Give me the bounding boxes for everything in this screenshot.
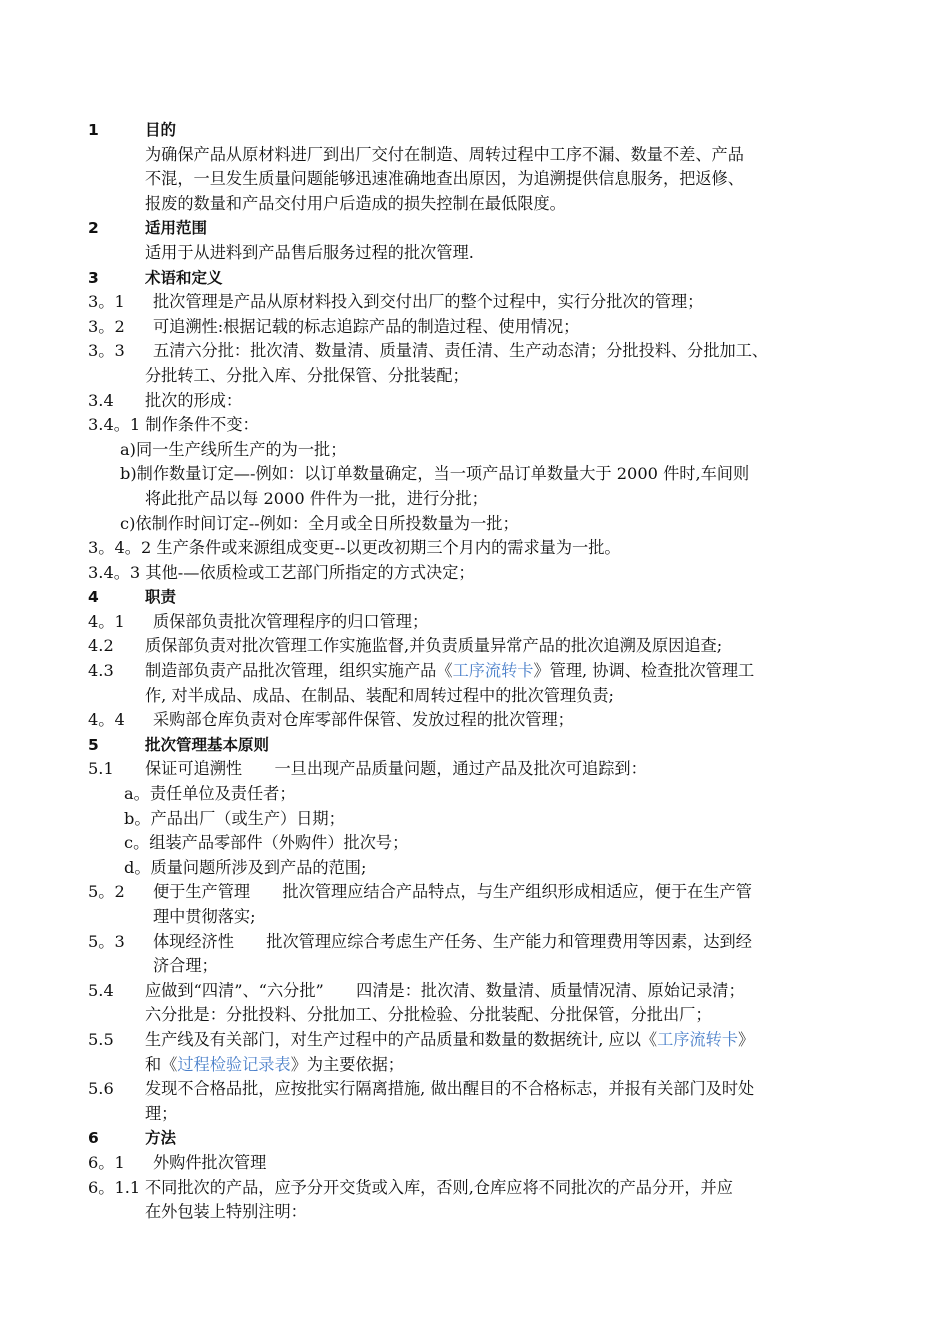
section-title: 职责 xyxy=(145,588,177,607)
item-text: 制造部负责产品批次管理，组织实施产品《工序流转卡》管理, 协调、检查批次管理工 xyxy=(145,661,755,681)
section-number: 4 xyxy=(88,588,99,607)
list-item: 将此批产品以每 2000 件件为一批，进行分批； xyxy=(145,488,488,508)
list-item: b)制作数量订定—-例如：以订单数量确定，当一项产品订单数量大于 2000 件时,车间则 xyxy=(120,464,750,484)
item-number: 5。2 xyxy=(88,882,125,902)
section-number: 1 xyxy=(88,121,99,139)
section-number: 2 xyxy=(88,219,99,238)
item-number: 4.3 xyxy=(88,661,114,681)
section-heading xyxy=(0,118,950,143)
item-number: 5.4 xyxy=(88,980,114,1000)
section-number: 3 xyxy=(88,268,99,287)
item-number: 3。3 xyxy=(88,341,125,361)
list-item: c)依制作时间订定--例如：全月或全日所投数量为一批； xyxy=(120,513,519,533)
item-text: 济合理； xyxy=(153,956,218,976)
section-heading xyxy=(0,266,950,291)
item-number: 6。1.1 xyxy=(88,1177,141,1197)
process-card-link[interactable]: 工序流转卡 xyxy=(452,661,534,681)
item-number: 6。1 xyxy=(88,1152,125,1172)
list-item: a)同一生产线所生产的为一批； xyxy=(120,439,347,459)
section-heading xyxy=(0,733,950,758)
item-text: 3。4。2 生产条件或来源组成变更--以更改初期三个月内的需求量为一批。 xyxy=(88,538,621,558)
item-number: 3。1 xyxy=(88,292,125,312)
item-text: 在外包装上特别注明： xyxy=(145,1202,307,1222)
item-number: 5.5 xyxy=(88,1029,114,1049)
section-number: 6 xyxy=(88,1129,99,1148)
paragraph-line: 报废的数量和产品交付用户后造成的损失控制在最低限度。 xyxy=(145,193,566,213)
inspection-record-link[interactable]: 过程检验记录表 xyxy=(177,1054,291,1074)
document-page xyxy=(0,118,950,1225)
item-number: 5.6 xyxy=(88,1079,114,1099)
paragraph-line: 适用于从进料到产品售后服务过程的批次管理. xyxy=(145,242,474,262)
item-text: 理； xyxy=(145,1103,178,1123)
item-text: 便于生产管理 批次管理应结合产品特点，与生产组织形成相适应，便于在生产管 xyxy=(153,882,752,902)
item-text: 分批转工、分批入库、分批保管、分批装配； xyxy=(145,365,469,385)
list-item: b。产品出厂（或生产）日期； xyxy=(124,808,345,828)
item-number: 4.2 xyxy=(88,636,114,656)
section-heading xyxy=(0,585,950,610)
item-number: 3.4 xyxy=(88,390,114,410)
item-text: 不同批次的产品，应予分开交货或入库，否则,仓库应将不同批次的产品分开，并应 xyxy=(145,1177,733,1197)
list-item: d。质量问题所涉及到产品的范围; xyxy=(124,857,367,877)
item-text: 保证可追溯性 一旦出现产品质量问题，通过产品及批次可追踪到： xyxy=(145,759,647,779)
item-text: 采购部仓库负责对仓库零部件保管、发放过程的批次管理； xyxy=(153,710,574,730)
item-text: 质保部负责批次管理程序的归口管理； xyxy=(153,611,429,631)
section-heading xyxy=(0,1126,950,1151)
item-text: 批次的形成： xyxy=(145,390,243,410)
item-text: 理中贯彻落实; xyxy=(153,907,256,926)
item-text: 外购件批次管理 xyxy=(153,1152,267,1172)
item-text: 3.4。3 其他-—依质检或工艺部门所指定的方式决定； xyxy=(88,562,475,582)
section-title: 方法 xyxy=(145,1129,177,1148)
item-text: 作, 对半成品、成品、在制品、装配和周转过程中的批次管理负责; xyxy=(145,685,614,705)
item-number: 4。1 xyxy=(88,611,125,631)
section-title: 术语和定义 xyxy=(145,268,223,287)
item-text: 应做到“四清”、“六分批” 四清是：批次清、数量清、质量情况清、原始记录清； xyxy=(145,980,745,1000)
item-text: 3.4。1 制作条件不变： xyxy=(88,415,259,435)
item-number: 4。4 xyxy=(88,710,125,730)
paragraph-line: 不混，一旦发生质量问题能够迅速准确地查出原因，为追溯提供信息服务，把返修、 xyxy=(145,169,744,189)
process-card-link[interactable]: 工序流转卡 xyxy=(657,1029,739,1049)
item-text: 可追溯性:根据记载的标志追踪产品的制造过程、使用情况； xyxy=(153,316,580,336)
item-text: 批次管理是产品从原材料投入到交付出厂的整个过程中，实行分批次的管理； xyxy=(153,292,704,312)
section-heading xyxy=(0,216,950,241)
item-text: 生产线及有关部门，对生产过程中的产品质量和数量的数据统计, 应以《工序流转卡》 xyxy=(145,1029,755,1049)
item-text: 六分批是：分批投料、分批加工、分批检验、分批装配、分批保管，分批出厂； xyxy=(145,1005,712,1025)
item-text: 发现不合格品批，应按批实行隔离措施, 做出醒目的不合格标志，并报有关部门及时处 xyxy=(145,1079,755,1099)
section-number: 5 xyxy=(88,735,99,754)
item-number: 3。2 xyxy=(88,316,125,336)
section-title: 适用范围 xyxy=(145,219,208,238)
item-text: 体现经济性 批次管理应综合考虑生产任务、生产能力和管理费用等因素，达到经 xyxy=(153,931,752,951)
item-number: 5。3 xyxy=(88,931,125,951)
section-title: 目的 xyxy=(145,121,177,139)
paragraph-line: 为确保产品从原材料进厂到出厂交付在制造、周转过程中工序不漏、数量不差、产品 xyxy=(145,144,744,164)
list-item: c。组装产品零部件（外购件）批次号； xyxy=(124,833,409,853)
item-text: 质保部负责对批次管理工作实施监督,并负责质量异常产品的批次追溯及原因追查; xyxy=(145,636,723,656)
item-number: 5.1 xyxy=(88,759,114,779)
list-item: a。责任单位及责任者； xyxy=(124,784,296,804)
section-title: 批次管理基本原则 xyxy=(145,735,270,754)
item-text: 五清六分批：批次清、数量清、质量清、责任清、生产动态清；分批投料、分批加工、 xyxy=(153,341,769,361)
item-text: 和《过程检验记录表》为主要依据； xyxy=(145,1054,404,1074)
